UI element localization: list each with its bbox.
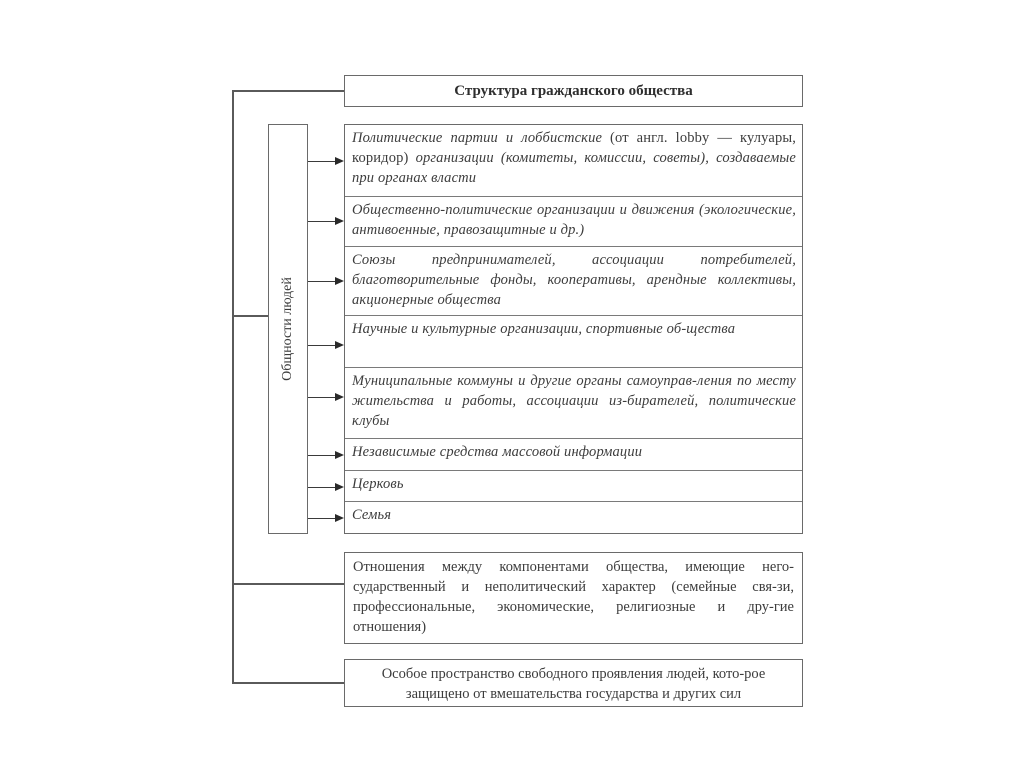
- connector-relations-box: [232, 583, 344, 585]
- list-item: [345, 197, 802, 247]
- list-item: [345, 316, 802, 368]
- arrow-icon: [308, 487, 338, 488]
- list-item: [345, 471, 802, 502]
- arrow-icon: [308, 161, 338, 162]
- item-text: организации (комитеты, комиссии, советы), создаваемые при органах власти: [352, 150, 796, 186]
- list-item: [345, 247, 802, 316]
- item-text: Общественно-политические организации и движения (экологические, антивоенные, правозащитные и др.): [352, 202, 796, 238]
- item-text: Союзы предпринимателей, ассоциации потребителей, благотворительные фонды, кооперативы, арендные коллективы, акционерные общества: [352, 252, 796, 308]
- arrow-icon: [308, 455, 338, 456]
- outer-bracket-vertical: [232, 90, 234, 683]
- arrow-icon: [308, 397, 338, 398]
- arrow-icon: [308, 221, 338, 222]
- organizations-list: [344, 124, 803, 534]
- arrow-icon: [308, 281, 338, 282]
- item-text: (от англ. lobby — кулуары, коридор): [352, 130, 797, 166]
- item-text: Независимые средства массовой информации: [352, 444, 643, 460]
- item-text: Церковь: [352, 476, 404, 492]
- diagram-title: Структура гражданского общества: [344, 75, 803, 107]
- arrow-icon: [308, 345, 338, 346]
- connector-space-box: [232, 682, 344, 684]
- item-text: Научные и культурные организации, спортивные об-щества: [352, 321, 736, 337]
- connector-side-box: [232, 315, 268, 317]
- arrow-icon: [308, 518, 338, 519]
- list-item: [345, 125, 802, 197]
- item-text: Семья: [352, 507, 392, 523]
- communities-label: Общности людей: [280, 277, 295, 381]
- relations-box: Отношения между компонентами общества, имеющие него-сударственный и неполитический характер (семейные свя-зи, профессиональные, экономические, религиозные и дру-гие отношения): [344, 552, 803, 644]
- list-item: [345, 439, 802, 471]
- space-box: Особое пространство свободного проявления людей, кото-рое защищено от вмешательства государства и других сил: [344, 659, 803, 707]
- communities-box: [268, 124, 308, 534]
- list-item: [345, 368, 802, 439]
- outer-bracket-top: [232, 90, 344, 92]
- item-text: Муниципальные коммуны и другие органы самоуправ-ления по месту жительства и работы, ассоциации из-бирателей, политические клубы: [352, 373, 796, 429]
- item-text: Политические партии и лоббистские: [352, 130, 603, 146]
- list-item: [345, 502, 802, 533]
